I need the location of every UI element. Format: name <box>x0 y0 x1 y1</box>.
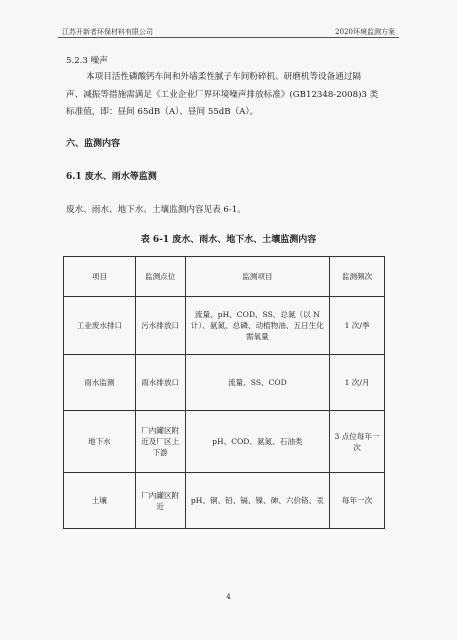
noise-paragraph-line-3: 标准值，即：昼间 65dB（A）、昼间 55dB（A）。 <box>66 107 259 117</box>
cell-item: 工业废水排口 <box>64 297 136 355</box>
cell-freq: 每年一次 <box>330 473 385 529</box>
cell-params: pH、COD、氨氮、石油类 <box>185 411 330 473</box>
header-company: 江苏开新者环保材料有限公司 <box>62 28 153 36</box>
table-row <box>64 411 385 473</box>
cell-point: 厂内罐区附近及厂区上下游 <box>135 411 185 473</box>
cell-freq: 3 点位每年一次 <box>330 411 385 473</box>
cell-freq: 1 次/季 <box>330 297 385 355</box>
section-heading-523: 5.2.3 噪声 <box>66 56 108 66</box>
table-row <box>64 297 385 355</box>
page-number: 4 <box>226 593 231 601</box>
cell-freq: 1 次/月 <box>330 355 385 411</box>
table-row <box>64 355 385 411</box>
monitoring-table <box>63 256 385 529</box>
table-caption: 表 6-1 废水、雨水、地下水、土壤监测内容 <box>140 235 317 245</box>
header-rule <box>58 37 399 38</box>
noise-paragraph-line-2: 声、减振等措施需满足《工业企业厂界环境噪声排放标准》(GB12348-2008)3 类 <box>66 90 379 100</box>
table-row <box>64 473 385 529</box>
table-header-row <box>64 257 385 297</box>
cell-params: 流量、pH、COD、SS、总氮（以 N 计）、氨氮、总磷、动植物油、五日生化需氧量 <box>185 297 330 355</box>
cell-point: 污水排放口 <box>135 297 185 355</box>
noise-paragraph-line-1: 本项目活性磷酸钙车间和外墙柔性腻子车间粉碎机、研磨机等设备通过隔 <box>86 72 362 82</box>
cell-params: 流量、SS、COD <box>185 355 330 411</box>
cell-item: 雨水监测 <box>64 355 136 411</box>
table-intro-text: 废水、雨水、地下水、土壤监测内容见表 6-1。 <box>66 205 246 215</box>
cell-item: 地下水 <box>64 411 136 473</box>
cell-item: 土壤 <box>64 473 136 529</box>
header-cell-freq: 监测频次 <box>330 257 385 297</box>
header-cell-item: 项目 <box>64 257 136 297</box>
header-doc-title: 2020环境监测方案 <box>335 28 395 36</box>
cell-point: 厂内罐区附近 <box>135 473 185 529</box>
section-heading-61: 6.1 废水、雨水等监测 <box>66 172 157 182</box>
cell-point: 雨水排放口 <box>135 355 185 411</box>
cell-params: pH、铜、铅、镉、镍、砷、六价铬、汞 <box>185 473 330 529</box>
section-heading-6: 六、监测内容 <box>66 139 121 149</box>
header-cell-point: 监测点位 <box>135 257 185 297</box>
header-cell-params: 监测项目 <box>185 257 330 297</box>
